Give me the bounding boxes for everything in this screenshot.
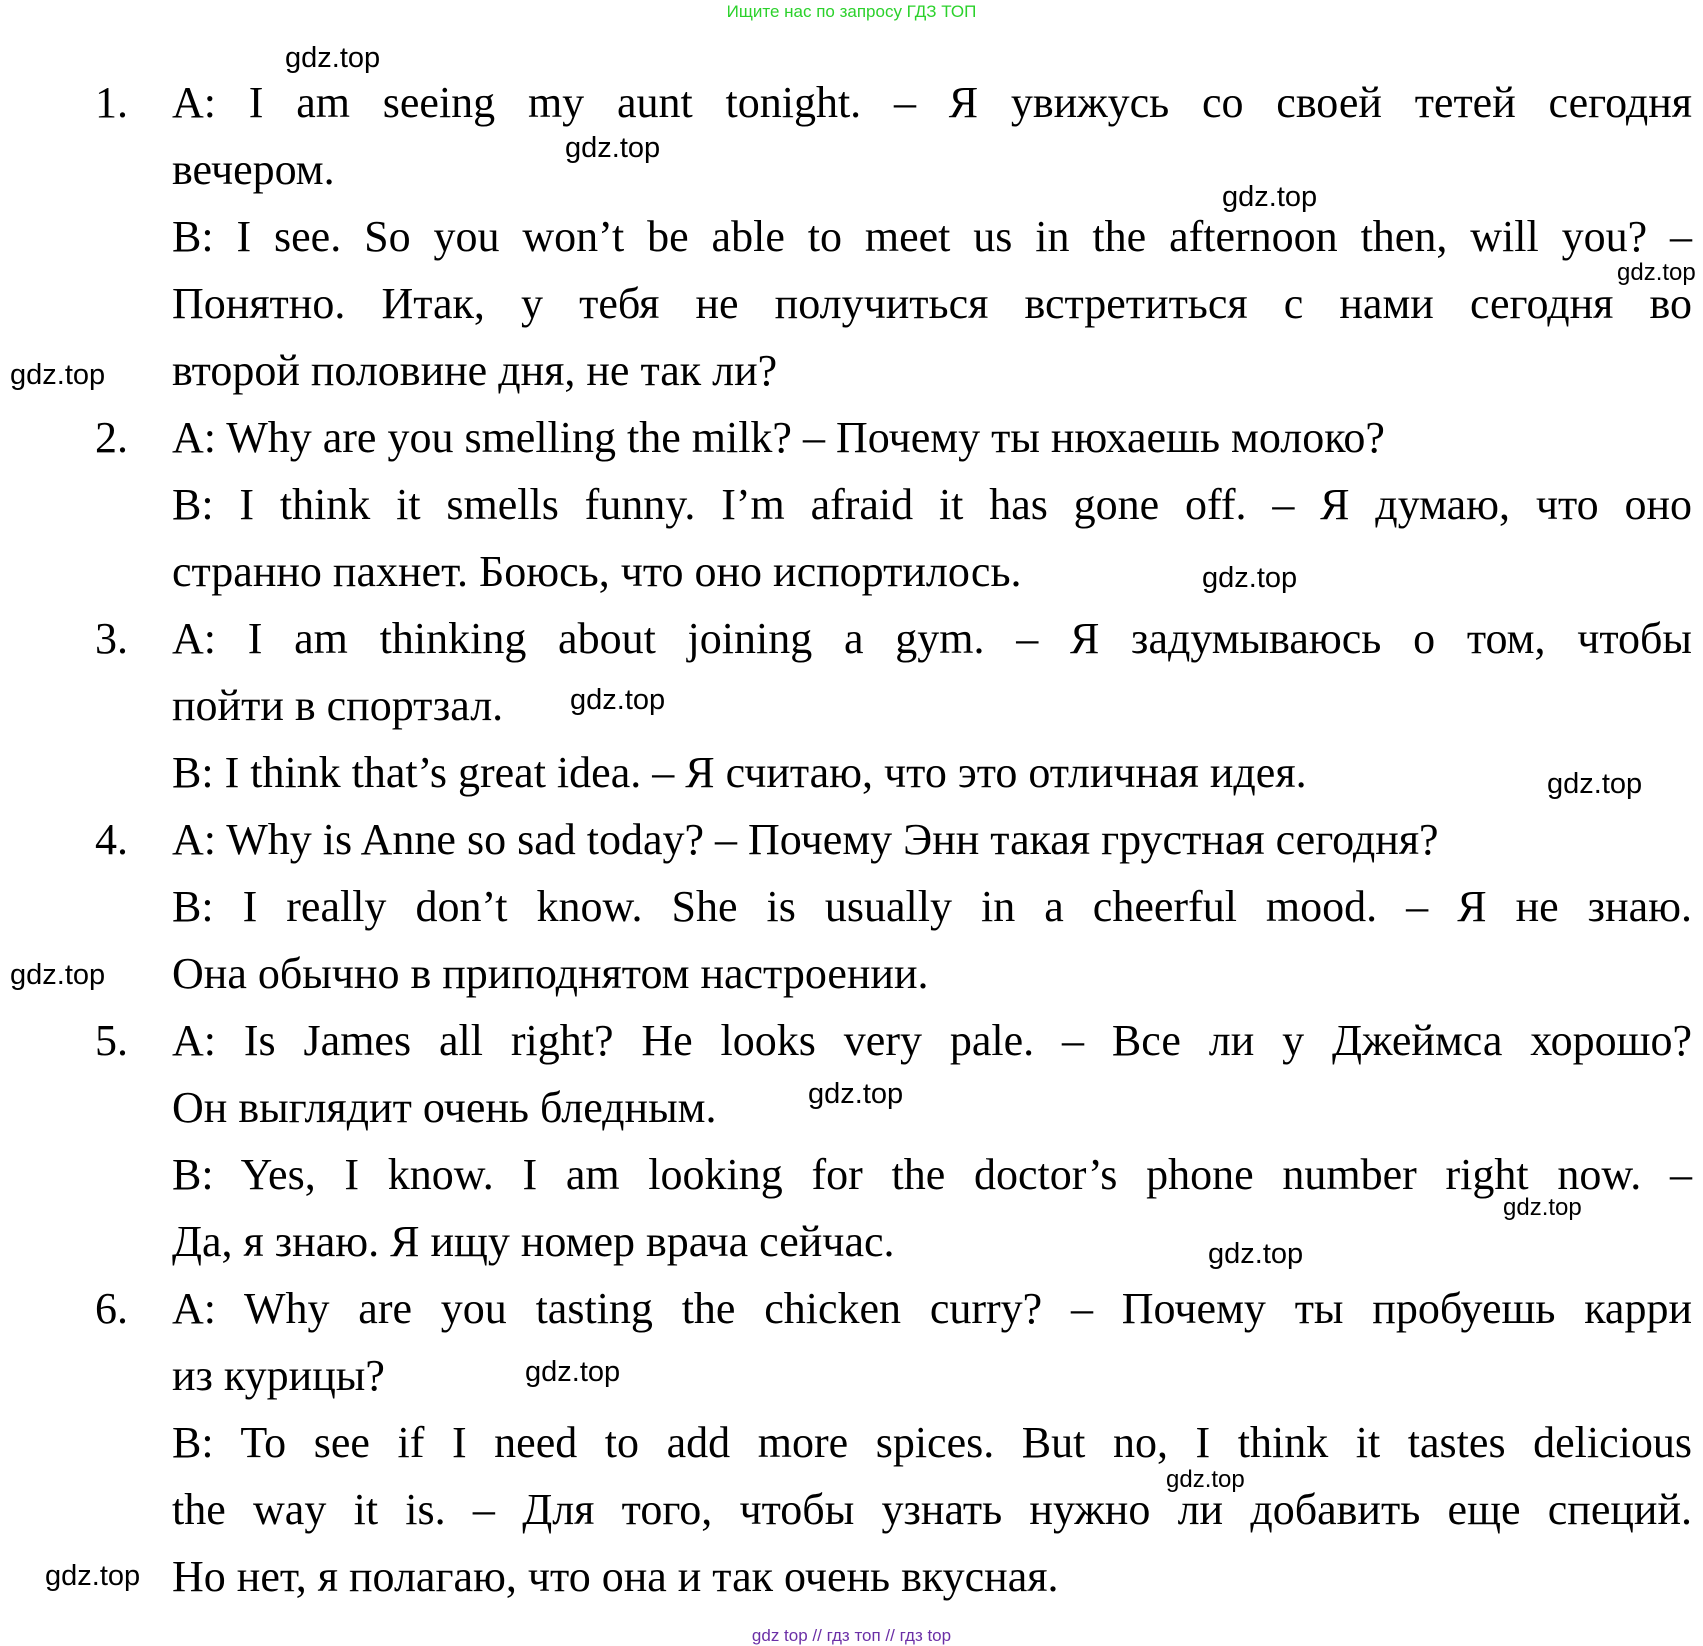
item-line: A: I am thinking about joining a gym. – Я задумываюсь о том, чтобы xyxy=(172,614,1692,663)
watermark: gdz.top xyxy=(10,959,106,991)
item-line: A: I am seeing my aunt tonight. – Я увижусь со своей тетей сегодня xyxy=(172,78,1692,127)
watermark: gdz.top xyxy=(808,1078,904,1110)
item-line: из курицы? xyxy=(172,1351,385,1400)
item-line: B: I see. So you won’t be able to meet us in the afternoon then, will you? – xyxy=(172,212,1692,261)
item-line: B: I think it smells funny. I’m afraid it has gone off. – Я думаю, что оно xyxy=(172,480,1692,529)
watermark: gdz.top xyxy=(1503,1194,1582,1221)
item-line: B: I really don’t know. She is usually in a cheerful mood. – Я не знаю. xyxy=(172,882,1692,931)
watermark: gdz.top xyxy=(1208,1238,1304,1270)
item-line: пойти в спортзал. xyxy=(172,681,504,730)
watermark: gdz.top xyxy=(1547,768,1643,800)
item-line: A: Is James all right? He looks very pale. – Все ли у Джеймса хорошо? xyxy=(172,1016,1692,1065)
item-number: 6. xyxy=(95,1284,128,1333)
item-line: второй половине дня, не так ли? xyxy=(172,346,778,395)
watermark: gdz.top xyxy=(1202,562,1298,594)
watermark: gdz.top xyxy=(45,1560,141,1592)
item-line: Он выглядит очень бледным. xyxy=(172,1083,717,1132)
top-banner: Ищите нас по запросу ГДЗ ТОП xyxy=(726,2,977,21)
watermark: gdz.top xyxy=(565,132,661,164)
watermark: gdz.top xyxy=(1166,1466,1245,1493)
watermark: gdz.top xyxy=(525,1356,621,1388)
item-line: B: To see if I need to add more spices. But no, I think it tastes delicious xyxy=(172,1418,1692,1467)
item-number: 1. xyxy=(95,78,128,127)
item-line: Она обычно в приподнятом настроении. xyxy=(172,949,929,998)
item-line: вечером. xyxy=(172,145,335,194)
item-line: Но нет, я полагаю, что она и так очень вкусная. xyxy=(172,1552,1059,1601)
item-line: A: Why are you tasting the chicken curry? – Почему ты пробуешь карри xyxy=(172,1284,1692,1333)
item-number: 5. xyxy=(95,1016,128,1065)
item-number: 2. xyxy=(95,413,128,462)
item-line: A: Why are you smelling the milk? – Почему ты нюхаешь молоко? xyxy=(172,413,1385,462)
item-number: 4. xyxy=(95,815,128,864)
watermark: gdz.top xyxy=(570,684,666,716)
watermark: gdz.top xyxy=(1222,181,1318,213)
item-line: Понятно. Итак, у тебя не получиться встретиться с нами сегодня во xyxy=(172,279,1692,328)
footer: gdz top // гдз топ // гдз top xyxy=(751,1626,952,1645)
watermark: gdz.top xyxy=(285,42,381,74)
item-line: the way it is. – Для того, чтобы узнать нужно ли добавить еще специй. xyxy=(172,1485,1692,1534)
watermark: gdz.top xyxy=(1617,259,1696,286)
item-line: странно пахнет. Боюсь, что оно испортилось. xyxy=(172,547,1022,596)
item-number: 3. xyxy=(95,614,128,663)
item-line: Да, я знаю. Я ищу номер врача сейчас. xyxy=(172,1217,895,1266)
item-line: A: Why is Anne so sad today? – Почему Энн такая грустная сегодня? xyxy=(172,815,1439,864)
item-line: B: Yes, I know. I am looking for the doctor’s phone number right now. – xyxy=(172,1150,1692,1199)
item-line: B: I think that’s great idea. – Я считаю, что это отличная идея. xyxy=(172,748,1307,797)
watermark: gdz.top xyxy=(10,359,106,391)
